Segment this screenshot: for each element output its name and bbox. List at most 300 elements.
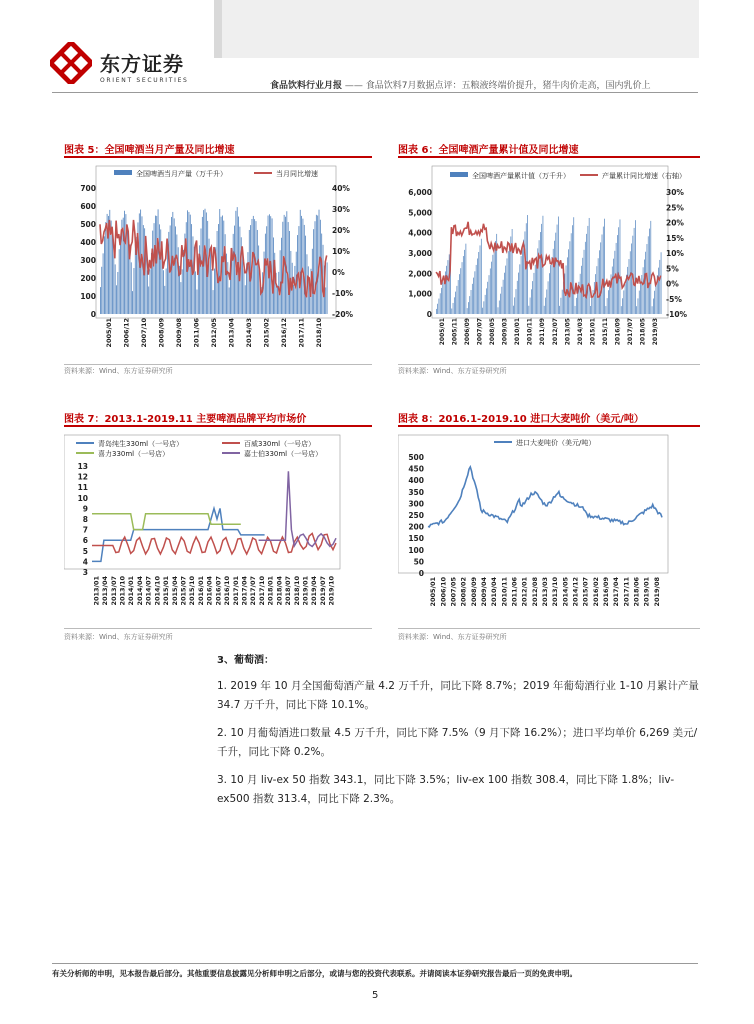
bar — [277, 286, 278, 314]
x-tick-label: 2013/07 — [109, 576, 118, 606]
bar — [197, 289, 198, 314]
bar — [661, 252, 662, 314]
bar — [644, 260, 645, 314]
bar — [575, 306, 576, 314]
x-tick-label: 2015/01 — [162, 576, 171, 606]
x-tick-label: 2018/01 — [266, 576, 275, 606]
figure-7-source: 资料来源：Wind、东方证券研究所 — [64, 633, 173, 641]
figure-6-rule — [398, 156, 700, 158]
bar — [544, 306, 545, 314]
bar — [653, 299, 654, 314]
report-subtitle: —— 食品饮料7月数据点评：五粮液终端价提升，猪牛肉价走高，国内乳价上 — [344, 81, 651, 91]
figure-6-chart — [398, 162, 700, 362]
bar — [158, 209, 159, 314]
x-tick-label: 2013/04 — [101, 576, 110, 606]
bar — [558, 217, 559, 314]
report-type: 食品饮料行业月报 — [270, 81, 343, 91]
x-tick-label: 2006/09 — [463, 318, 471, 346]
bar — [436, 309, 437, 314]
bar — [253, 216, 254, 314]
bar — [623, 290, 624, 314]
y2-tick-label: -10% — [666, 310, 688, 319]
bar — [327, 262, 328, 314]
bar — [104, 236, 105, 314]
bar — [562, 290, 563, 314]
bar — [557, 225, 558, 314]
legend-label: 当月同比增速 — [276, 170, 318, 178]
bar — [525, 231, 526, 314]
x-tick-label: 2017/07 — [627, 318, 635, 346]
plot-frame — [398, 435, 668, 573]
bar — [103, 253, 104, 314]
bar — [180, 282, 181, 314]
bar — [164, 286, 165, 314]
bar — [155, 216, 156, 314]
y-tick-label: 13 — [77, 462, 88, 471]
bar — [559, 306, 560, 314]
x-tick-label: 2016/07 — [214, 576, 223, 606]
bar — [514, 297, 515, 314]
x-tick-label: 2013/05 — [564, 318, 572, 346]
bar — [539, 240, 540, 314]
y-tick-label: 2,000 — [408, 269, 432, 279]
bar — [482, 308, 483, 314]
legend-label: 嘉士伯330ml（一号店） — [244, 450, 323, 458]
x-tick-label: 2012/01 — [520, 577, 529, 607]
bar — [517, 281, 518, 314]
bar — [266, 226, 267, 314]
x-tick-label: 2017/04 — [240, 576, 249, 606]
x-tick-label: 2007/07 — [476, 318, 484, 346]
bar — [503, 280, 504, 314]
bar — [590, 306, 591, 314]
legend-label: 全国啤酒当月产量（万千升） — [136, 170, 227, 178]
bar — [214, 269, 215, 314]
bar — [585, 242, 586, 314]
bar — [614, 251, 615, 314]
y-tick-label: 700 — [80, 184, 96, 193]
x-tick-label: 2017/01 — [231, 576, 240, 606]
x-tick-label: 2019/08 — [652, 577, 661, 607]
bar — [294, 266, 295, 314]
figure-5-bottom-rule — [64, 364, 372, 365]
figure-8-title: 图表 8：2016.1-2019.10 进口大麦吨价（美元/吨） — [398, 414, 644, 425]
bar — [519, 264, 520, 314]
bar — [233, 234, 234, 314]
legend-label: 青岛纯生330ml（一号店） — [98, 440, 184, 448]
bar — [607, 298, 608, 314]
x-tick-label: 2013/01 — [92, 576, 101, 606]
x-tick-label: 2010/04 — [490, 577, 499, 607]
bar — [528, 306, 529, 314]
y-tick-label: 200 — [408, 522, 424, 532]
bar — [485, 295, 486, 314]
y-tick-label: 7 — [82, 525, 88, 535]
x-tick-label: 2012/05 — [210, 318, 218, 348]
x-tick-label: 2005/01 — [438, 318, 446, 346]
legend-swatch — [114, 170, 132, 175]
bar — [530, 298, 531, 314]
bar — [449, 254, 450, 314]
bar — [549, 273, 550, 314]
y2-tick-label: 25% — [666, 203, 684, 213]
x-tick-label: 2005/01 — [429, 577, 438, 607]
x-tick-label: 2005/11 — [451, 318, 459, 346]
y-tick-label: 400 — [80, 238, 96, 247]
bar — [281, 238, 282, 314]
x-tick-label: 2016/09 — [602, 577, 611, 607]
y-tick-label: 400 — [408, 476, 424, 486]
bar — [572, 225, 573, 314]
y-tick-label: 8 — [82, 515, 88, 524]
x-tick-label: 2016/04 — [205, 576, 214, 606]
bar — [113, 252, 114, 314]
bar — [115, 264, 116, 314]
figure-5-source: 资料来源：Wind、东方证券研究所 — [64, 367, 173, 375]
bar — [600, 242, 601, 314]
bar — [580, 274, 581, 314]
bar — [495, 241, 496, 314]
y2-tick-label: 10% — [332, 247, 350, 256]
bar — [618, 227, 619, 314]
bar — [176, 234, 177, 314]
bar — [594, 282, 595, 314]
x-tick-label: 2014/03 — [576, 318, 584, 346]
x-tick-label: 2013/10 — [551, 577, 560, 607]
bar — [494, 248, 495, 314]
bar — [472, 284, 473, 314]
x-tick-label: 2013/04 — [227, 318, 236, 348]
figure-6-bottom-rule — [398, 364, 700, 365]
x-tick-label: 2011/06 — [192, 318, 201, 348]
bar — [591, 298, 592, 314]
x-tick-label: 2014/05 — [561, 577, 570, 607]
bar — [257, 230, 258, 314]
bar — [316, 215, 317, 314]
bar — [459, 274, 460, 314]
x-tick-label: 2015/07 — [179, 576, 188, 606]
bar — [156, 216, 157, 314]
bar — [300, 210, 301, 314]
x-tick-label: 2015/10 — [188, 576, 197, 606]
bar — [636, 306, 637, 314]
y-tick-label: 0 — [426, 310, 432, 319]
bar — [620, 219, 621, 314]
bar — [622, 298, 623, 314]
bar — [245, 285, 246, 314]
x-tick-label: 2018/05 — [639, 318, 647, 346]
bar — [116, 285, 117, 314]
paragraph-2: 2. 10 月葡萄酒进口数量 4.5 万千升，同比下降 7.5%（9 月下降 16.2%）；进口平均单价 6,269 美元/千升，同比下降 0.2%。 — [217, 727, 698, 758]
y2-tick-label: -20% — [332, 310, 354, 319]
bar — [487, 282, 488, 314]
bar — [478, 252, 479, 314]
figure-5-chart — [64, 162, 372, 362]
x-tick-label: 2015/01 — [589, 318, 597, 346]
x-tick-label: 2005/01 — [104, 318, 113, 348]
bar — [595, 274, 596, 314]
bar — [507, 258, 508, 314]
header-rule — [52, 92, 698, 93]
x-tick-label: 2014/10 — [153, 576, 162, 606]
bar — [313, 229, 314, 314]
x-tick-label: 2019/01 — [301, 576, 310, 606]
bar — [105, 222, 106, 314]
bar — [439, 299, 440, 314]
bar — [588, 226, 589, 314]
bar — [573, 217, 574, 314]
bar — [442, 282, 443, 314]
bar — [234, 226, 235, 314]
bar — [146, 250, 147, 314]
bar — [101, 267, 102, 314]
figure-7-title: 图表 7：2013.1-2019.11 主要啤酒品牌平均市场价 — [64, 414, 307, 425]
bar — [119, 249, 120, 314]
y-tick-label: 50 — [413, 557, 424, 567]
bar — [629, 259, 630, 314]
y-tick-label: 12 — [77, 472, 88, 482]
page-number: 5 — [372, 990, 379, 1001]
bar — [468, 302, 469, 314]
bar — [658, 268, 659, 314]
figure-7-chart — [64, 431, 372, 626]
bar — [627, 267, 628, 314]
y2-tick-label: 20% — [666, 218, 684, 228]
bar — [552, 257, 553, 314]
x-tick-label: 2014/04 — [135, 576, 144, 606]
figure-7-rule — [64, 425, 372, 427]
y2-tick-label: -5% — [666, 294, 682, 304]
bar — [154, 223, 155, 314]
bar — [174, 218, 175, 314]
bar — [613, 259, 614, 314]
footer-rule — [52, 963, 698, 964]
bar — [604, 219, 605, 314]
orient-logo-icon — [50, 42, 92, 84]
x-tick-label: 2018/06 — [632, 577, 641, 607]
y-tick-label: 10 — [77, 493, 88, 503]
y2-tick-label: 5% — [666, 264, 679, 274]
y-tick-label: 200 — [80, 274, 96, 283]
x-tick-label: 2007/10 — [139, 318, 148, 348]
x-tick-label: 2017/10 — [257, 576, 266, 606]
bar — [541, 224, 542, 314]
bar — [150, 269, 151, 314]
bar — [142, 216, 143, 314]
bar — [589, 218, 590, 314]
bar — [457, 286, 458, 314]
bar — [210, 251, 211, 314]
bar — [555, 233, 556, 314]
bar — [265, 234, 266, 314]
y-tick-label: 500 — [80, 220, 96, 229]
bar — [598, 258, 599, 314]
bar — [512, 229, 513, 314]
x-tick-label: 2017/07 — [249, 576, 258, 606]
y-tick-label: 450 — [408, 464, 424, 474]
bar — [229, 287, 230, 314]
bar — [455, 292, 456, 314]
bar — [599, 250, 600, 314]
bar — [453, 303, 454, 314]
bar — [317, 216, 318, 314]
y-tick-label: 9 — [82, 504, 88, 514]
y-tick-label: 0 — [418, 569, 424, 578]
bar — [131, 262, 132, 314]
bar — [481, 239, 482, 314]
brand-en: ORIENT SECURITIES — [100, 77, 189, 84]
header-band — [214, 0, 699, 58]
bar — [163, 270, 164, 314]
bar — [652, 306, 653, 314]
bar — [152, 231, 153, 314]
figure-8-source: 资料来源：Wind、东方证券研究所 — [398, 633, 507, 641]
y-tick-label: 4 — [82, 557, 88, 567]
figure-5-rule — [64, 156, 372, 158]
bar — [466, 244, 467, 314]
bar — [168, 232, 169, 314]
bar — [454, 297, 455, 314]
bar — [546, 289, 547, 314]
bar — [608, 290, 609, 314]
x-tick-label: 2019/01 — [642, 577, 651, 607]
figure-7-bottom-rule — [64, 628, 372, 629]
bar — [493, 255, 494, 314]
x-tick-label: 2018/10 — [315, 318, 324, 348]
x-tick-label: 2017/11 — [622, 577, 631, 607]
y-tick-label: 350 — [408, 487, 424, 497]
bar — [262, 272, 263, 314]
y2-tick-label: 0% — [332, 268, 345, 277]
bar — [509, 244, 510, 314]
bar — [289, 231, 290, 314]
bar — [518, 273, 519, 314]
bar — [127, 225, 128, 314]
bar — [325, 287, 326, 314]
x-tick-label: 2014/12 — [571, 577, 580, 607]
x-tick-label: 2013/10 — [118, 576, 127, 606]
bar — [178, 247, 179, 314]
y-tick-label: 5,000 — [408, 208, 432, 218]
bar — [606, 306, 607, 314]
bar — [437, 304, 438, 314]
y-tick-label: 11 — [77, 483, 88, 493]
bar — [477, 258, 478, 314]
legend-label: 百威330ml（一号店） — [244, 440, 316, 448]
bar — [211, 269, 212, 314]
x-tick-label: 2008/05 — [489, 318, 496, 346]
bar — [499, 301, 500, 314]
x-tick-label: 2016/09 — [614, 318, 622, 346]
x-tick-label: 2019/04 — [310, 576, 319, 606]
bar — [315, 221, 316, 314]
bar — [550, 265, 551, 314]
bar — [473, 278, 474, 314]
x-tick-label: 2017/11 — [297, 318, 306, 348]
y-tick-label: 1,000 — [408, 289, 432, 299]
bar — [484, 301, 485, 314]
x-tick-label: 2016/01 — [196, 576, 205, 606]
bar — [535, 265, 536, 314]
bar — [545, 298, 546, 314]
x-tick-label: 2012/07 — [551, 318, 559, 346]
bar — [612, 267, 613, 314]
bar — [451, 309, 452, 314]
y-tick-label: 3 — [82, 568, 88, 577]
y-tick-label: 150 — [408, 534, 424, 544]
bar — [571, 233, 572, 314]
paragraph-3: 3. 10 月 liv-ex 50 指数 343.1，同比下降 3.5%；liv-ex 100 指数 308.4，同比下降 1.8%；liv-ex500 指数 313.4，同比下降 2.3%。 — [217, 774, 675, 805]
bar — [630, 251, 631, 314]
bar — [248, 252, 249, 314]
bar — [540, 232, 541, 314]
bar — [576, 298, 577, 314]
figure-5-title: 图表 5：全国啤酒当月产量及同比增速 — [64, 145, 235, 156]
x-tick-label: 2019/10 — [327, 576, 336, 606]
y-tick-label: 0 — [90, 310, 96, 319]
bar — [467, 308, 468, 314]
bar — [489, 275, 490, 314]
y2-tick-label: 10% — [666, 249, 684, 258]
bar — [134, 268, 135, 314]
y-tick-label: 6,000 — [408, 188, 432, 197]
bar — [286, 211, 287, 314]
bar — [446, 266, 447, 314]
bar — [504, 273, 505, 314]
x-tick-label: 2015/04 — [170, 576, 179, 606]
x-tick-label: 2015/11 — [602, 318, 609, 346]
y2-tick-label: 20% — [332, 226, 350, 235]
legend-label: 全国啤酒产量累计值（万千升） — [472, 172, 570, 180]
bar — [659, 260, 660, 314]
bar — [505, 266, 506, 314]
x-tick-label: 2010/01 — [514, 318, 522, 346]
bar — [650, 221, 651, 314]
x-tick-label: 2011/09 — [539, 318, 547, 346]
bar — [475, 271, 476, 314]
bar — [201, 228, 202, 314]
bar — [534, 273, 535, 314]
bar — [640, 283, 641, 314]
footer-disclaimer: 有关分析师的申明，见本报告最后部分。其他重要信息披露见分析师申明之后部分，或请与您的投资代表联系。并请阅读本证券研究报告最后一页的免责申明。 — [52, 969, 577, 978]
bar — [586, 234, 587, 314]
bar — [570, 241, 571, 314]
bar — [486, 288, 487, 314]
x-tick-label: 2006/12 — [122, 318, 131, 348]
bar — [567, 257, 568, 314]
y2-tick-label: 30% — [666, 188, 684, 197]
bar — [148, 286, 149, 314]
bar — [631, 243, 632, 314]
bar — [308, 266, 309, 314]
y-tick-label: 4,000 — [408, 228, 432, 238]
bar — [167, 246, 168, 314]
bar — [464, 250, 465, 314]
bar — [508, 251, 509, 314]
y-tick-label: 600 — [80, 202, 96, 211]
bar — [463, 256, 464, 314]
section-heading: 3、葡萄酒： — [217, 655, 274, 666]
x-tick-label: 2019/07 — [318, 576, 327, 606]
bar — [460, 268, 461, 314]
bar — [568, 249, 569, 314]
x-tick-label: 2013/03 — [541, 577, 549, 607]
bar — [227, 262, 228, 314]
bar — [480, 245, 481, 314]
y-tick-label: 250 — [408, 511, 424, 520]
bar — [193, 236, 194, 314]
y-tick-label: 100 — [80, 292, 96, 301]
